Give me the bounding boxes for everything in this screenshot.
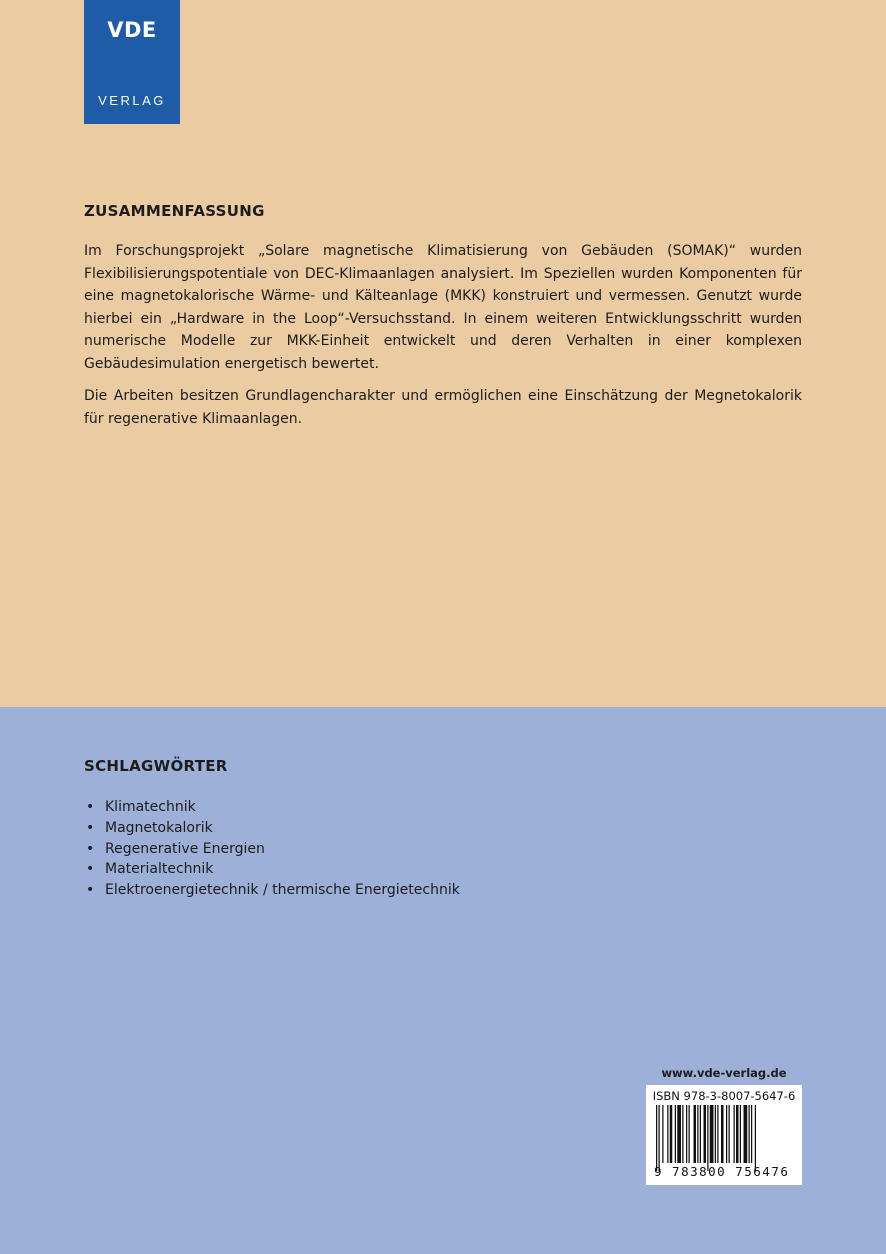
- keyword-list: [84, 797, 460, 901]
- keyword-item: • Regenerative Energien: [84, 839, 460, 860]
- barcode-digits: 9 783800 756476: [654, 1164, 790, 1179]
- summary-heading: ZUSAMMENFASSUNG: [84, 202, 265, 220]
- summary-text: [84, 240, 802, 440]
- isbn-number: ISBN 978-3-8007-5647-6: [652, 1089, 796, 1103]
- keyword-item: • Klimatechnik: [84, 797, 460, 818]
- keywords-heading: SCHLAGWÖRTER: [84, 757, 228, 775]
- logo-brand: VDE: [107, 18, 157, 42]
- summary-paragraph: Im Forschungsprojekt „Solare magnetische Klimatisierung von Gebäuden (SOMAK)“ wurden Flexibilisierungspotentiale von DEC-Klimaanlagen analysiert. Im Speziellen wurden Komponenten für eine magnetokalorische Wärme- und Kälteanlage (MKK) konstruiert und vermessen. Genutzt wurde hierbei ein „Hardware in the Loop“-Versuchsstand. In einem weiteren Entwicklungsschritt wurden numerische Modelle zur MKK-Einheit entwickelt und deren Verhalten in einer komplexen Gebäudesimulation energetisch bewertet.: [84, 243, 802, 372]
- isbn-barcode: [646, 1085, 802, 1185]
- keyword-item: • Magnetokalorik: [84, 818, 460, 839]
- vde-verlag-logo: [84, 0, 180, 124]
- publisher-url: www.vde-verlag.de: [661, 1066, 787, 1080]
- summary-paragraph: Die Arbeiten besitzen Grundlagencharakter und ermöglichen eine Einschätzung der Megnetokalorik für regenerative Klimaanlagen.: [84, 388, 802, 427]
- keyword-item: • Materialtechnik: [84, 859, 460, 880]
- logo-sub: VERLAG: [98, 93, 166, 108]
- keyword-item: • Elektroenergietechnik / thermische Energietechnik: [84, 880, 460, 901]
